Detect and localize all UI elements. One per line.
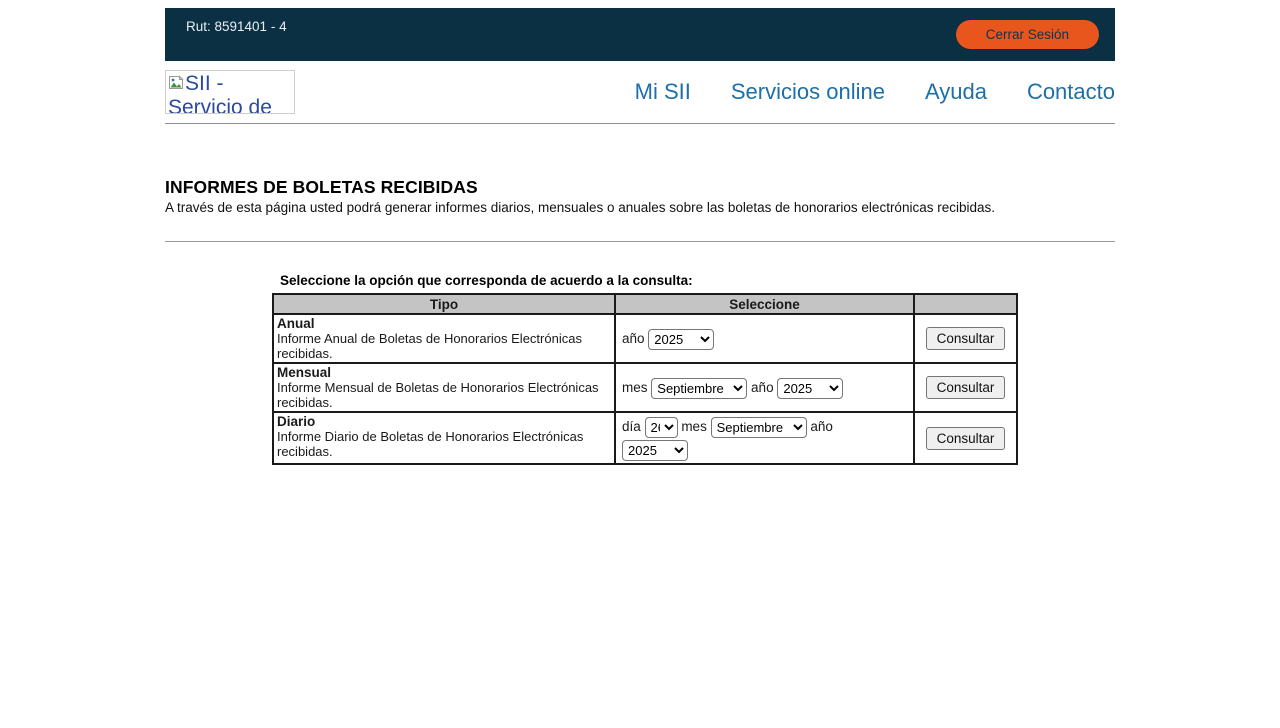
- page-description: A través de esta página usted podrá generar informes diarios, mensuales o anuales sobre las boletas de honorarios electrónicas recibidas.: [165, 200, 995, 215]
- sii-logo-link[interactable]: [165, 70, 295, 114]
- diario-day-select[interactable]: [645, 417, 678, 438]
- mensual-consultar-button[interactable]: Consultar: [926, 376, 1006, 399]
- nav-servicios-online[interactable]: Servicios online: [730, 79, 885, 104]
- row-desc-diario: Informe Diario de Boletas de Honorarios Electrónicas recibidas.: [277, 429, 584, 459]
- logout-button[interactable]: Cerrar Sesión: [956, 20, 1099, 49]
- header-seleccione: Seleccione: [615, 294, 914, 314]
- mensual-year-label: año: [751, 380, 774, 395]
- row-desc-anual: Informe Anual de Boletas de Honorarios Electrónicas recibidas.: [277, 331, 582, 361]
- broken-image-icon: [168, 72, 184, 96]
- header-empty: [914, 294, 1017, 314]
- table-header-row: [273, 294, 1017, 314]
- main-nav: [635, 79, 1115, 105]
- mensual-month-label: mes: [622, 380, 648, 395]
- divider: [165, 241, 1115, 242]
- diario-day-label: día: [622, 419, 641, 434]
- row-type-mensual: Mensual: [277, 365, 332, 380]
- page-container: [165, 8, 1115, 465]
- table-row-diario: [273, 412, 1017, 464]
- rut-label: Rut: 8591401 - 4: [186, 19, 287, 34]
- diario-month-label: mes: [681, 419, 707, 434]
- mensual-month-select[interactable]: [651, 378, 747, 399]
- session-topbar: [165, 8, 1115, 61]
- table-row-mensual: [273, 363, 1017, 412]
- page-title: INFORMES DE BOLETAS RECIBIDAS: [165, 177, 478, 197]
- table-row-anual: [273, 314, 1017, 363]
- anual-year-select[interactable]: [648, 329, 714, 350]
- nav-ayuda[interactable]: Ayuda: [924, 79, 987, 104]
- row-type-diario: Diario: [277, 414, 316, 429]
- header-tipo: Tipo: [273, 294, 615, 314]
- diario-month-select[interactable]: [711, 417, 807, 438]
- nav-contacto[interactable]: Contacto: [1026, 79, 1115, 104]
- logo-alt-text: SII - Servicio de: [168, 72, 272, 114]
- diario-year-label: año: [810, 419, 833, 434]
- anual-year-label: año: [622, 331, 645, 346]
- nav-mi-sii[interactable]: Mi SII: [634, 79, 691, 104]
- row-type-anual: Anual: [277, 316, 315, 331]
- diario-year-select[interactable]: [622, 440, 688, 461]
- prompt-label: Seleccione la opción que corresponda de acuerdo a la consulta:: [280, 273, 693, 288]
- informes-table: [272, 293, 1018, 465]
- diario-consultar-button[interactable]: Consultar: [926, 427, 1006, 450]
- row-desc-mensual: Informe Mensual de Boletas de Honorarios Electrónicas recibidas.: [277, 380, 599, 410]
- mensual-year-select[interactable]: [777, 378, 843, 399]
- anual-consultar-button[interactable]: Consultar: [926, 327, 1006, 350]
- site-header: [165, 61, 1115, 124]
- main-content: [165, 177, 1115, 465]
